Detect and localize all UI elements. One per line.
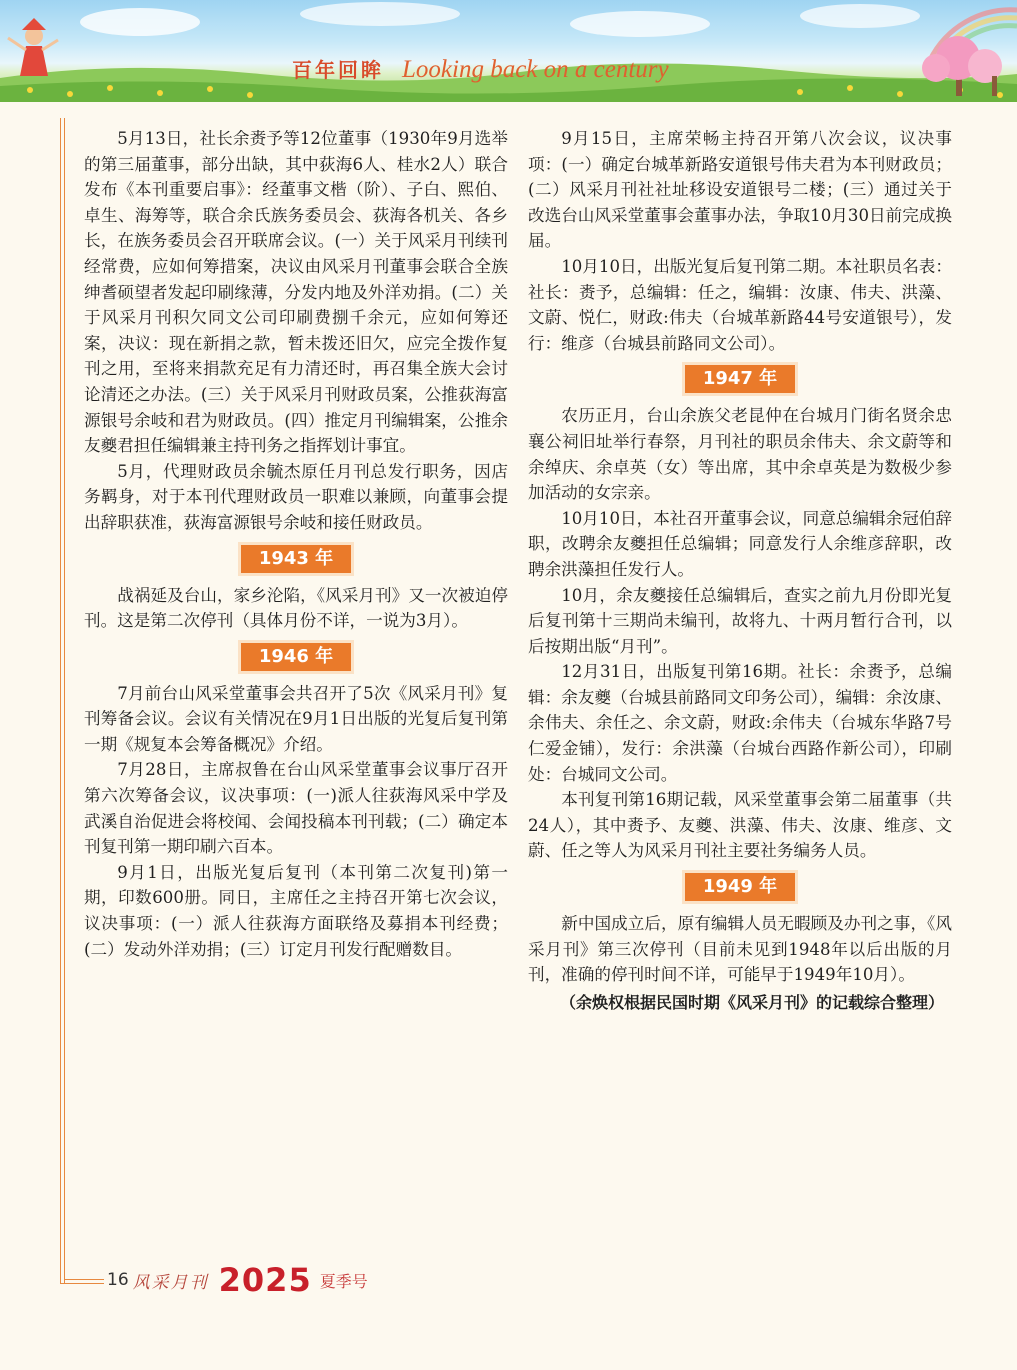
paragraph: 10月10日，出版光复后复刊第二期。本社职员名表：社长：赉予，总编辑：任之，编辑：汝康、伟夫、洪藻、文蔚、悦仁，财政:伟夫（台城革新路44号安道银号），发行：维彦（台城县前路同文公司）。 (528, 256, 952, 353)
issue-year: 2025 (218, 1261, 312, 1299)
year-badge: 1947 年 (685, 365, 795, 393)
page-border-line (60, 1283, 104, 1284)
issue-season: 夏季号 (319, 1271, 368, 1291)
landscape-illustration (0, 0, 1017, 102)
author-attribution: （余焕权根据民国时期《风采月刊》的记载综合整理） (560, 992, 945, 1012)
page-border-line (60, 118, 61, 1283)
year-badge: 1946 年 (241, 643, 351, 671)
year-badge: 1949 年 (685, 873, 795, 901)
paragraph: 战祸延及台山，家乡沦陷，《风采月刊》又一次被迫停刊。这是第二次停刊（具体月份不详，一说为3月）。 (84, 585, 508, 631)
page-border-line (64, 1279, 104, 1280)
paragraph: 7月前台山风采堂董事会共召开了5次《风采月刊》复刊筹备会议。会议有关情况在9月1日出版的光复后复刊第一期《规复本会筹备概况》介绍。 (84, 683, 508, 754)
section-title (292, 54, 752, 86)
paragraph: 12月31日，出版复刊第16期。社长：余赉予，总编辑：余友夔（台城县前路同文印务公司），编辑：余汝康、余伟夫、余任之、余文蔚，财政:余伟夫（台城东华路7号仁爱金铺），发行：余洪藻（台城台西路作新公司），印刷处：台城同文公司。 (528, 662, 952, 784)
year-heading (528, 365, 952, 393)
year-badge: 1943 年 (241, 545, 351, 573)
paragraph: 本刊复刊第16期记载，风采堂董事会第二届董事（共24人），其中赉予、友夔、洪藻、伟夫、汝康、维彦、文蔚、任之等人为风采月刊社主要社务编务人员。 (528, 790, 952, 861)
paragraph: 5月13日，社长余赉予等12位董事（1930年9月选举的第三届董事，部分出缺，其中荻海6人、桂水2人）联合发布《本刊重要启事》：经董事文楷（阶）、子白、熙伯、卓生、海筹等，联合余氏族务委员会、荻海各机关、各乡长，在族务委员会召开联席会议。(一）关于风采月刊续刊经常费，应如何筹措案，决议由风采月刊董事会联合全族绅耆硕望者发起印刷缘薄，分发内地及外洋劝捐。(二）关于风采月刊积欠同文公司印刷费捌千余元，应如何筹还案，决议：现在新捐之款，暂未拨还旧欠，应完全拨作复刊之用，至将来捐款充足有力清还时，再召集全族大会讨论清还之办法。(三）关于风采月刊财政员案，公推荻海富源银号余岐和君为财政员。(四）推定月刊编辑案，公推余友夔君担任编辑兼主持刊务之指挥划计事宜。 (84, 129, 508, 456)
paragraph: 农历正月，台山余族父老昆仲在台城月门街名贤余忠襄公祠旧址举行春祭，月刊社的职员余伟夫、余文蔚等和余绰庆、余卓英（女）等出席，其中余卓英是为数极少参加活动的女宗亲。 (528, 406, 952, 503)
year-heading (84, 545, 508, 573)
paragraph: 10月10日，本社召开董事会议，同意总编辑余冠伯辞职，改聘余友夔担任总编辑；同意发行人余维彦辞职，改聘余洪藻担任发行人。 (528, 508, 952, 579)
girl-figure-illustration (8, 18, 58, 76)
paragraph: 10月，余友夔接任总编辑后，查实之前九月份即光复后复刊第十三期尚未编刊，故将九、十两月暂行合刊，以后按期出版“月刊”。 (528, 585, 952, 656)
page-number: 16 (107, 1270, 129, 1290)
article-column-left (84, 126, 508, 962)
paragraph: 新中国成立后，原有编辑人员无暇顾及办刊之事，《风采月刊》第三次停刊（目前未见到1948年以后出版的月刊，准确的停刊时间不详，可能早于1949年10月）。 (528, 914, 952, 985)
paragraph: 5月，代理财政员余毓杰原任月刊总发行职务，因店务羁身，对于本刊代理财政员一职难以兼顾，向董事会提出辞职获准，荻海富源银号余岐和接任财政员。 (84, 461, 508, 532)
article-column-right (528, 126, 952, 1016)
page-border-line (64, 118, 65, 1283)
paragraph: 9月1日，出版光复后复刊（本刊第二次复刊)第一期，印数600册。同日，主席任之主持召开第七次会议，议决事项：(一）派人往荻海方面联络及募捐本刊经费；(二）发动外洋劝捐；(三）订定月刊发行配赠数目。 (84, 862, 508, 959)
section-title-chinese: 百年回眸 (292, 58, 384, 82)
year-heading (528, 873, 952, 901)
year-heading (84, 643, 508, 671)
section-title-english: Looking back on a century (402, 56, 669, 83)
paragraph: 7月28日，主席叔鲁在台山风采堂董事会议事厅召开第六次筹备会议，议决事项：(一)派人往荻海风采中学及武溪自治促进会将校闻、会闻投稿本刊刊载；(二）确定本刊复刊第一期印刷六百本。 (84, 760, 508, 857)
magazine-name: 风采月刊 (132, 1272, 209, 1293)
header-banner (0, 0, 1017, 102)
page-footer (107, 1263, 368, 1297)
paragraph: 9月15日，主席荣畅主持召开第八次会议，议决事项：(一）确定台城革新路安道银号伟夫君为本刊财政员；(二）风采月刊社社址移设安道银号二楼；(三）通过关于改选台山风采堂董事会董事办法，争取10月30日前完成换届。 (528, 129, 952, 251)
